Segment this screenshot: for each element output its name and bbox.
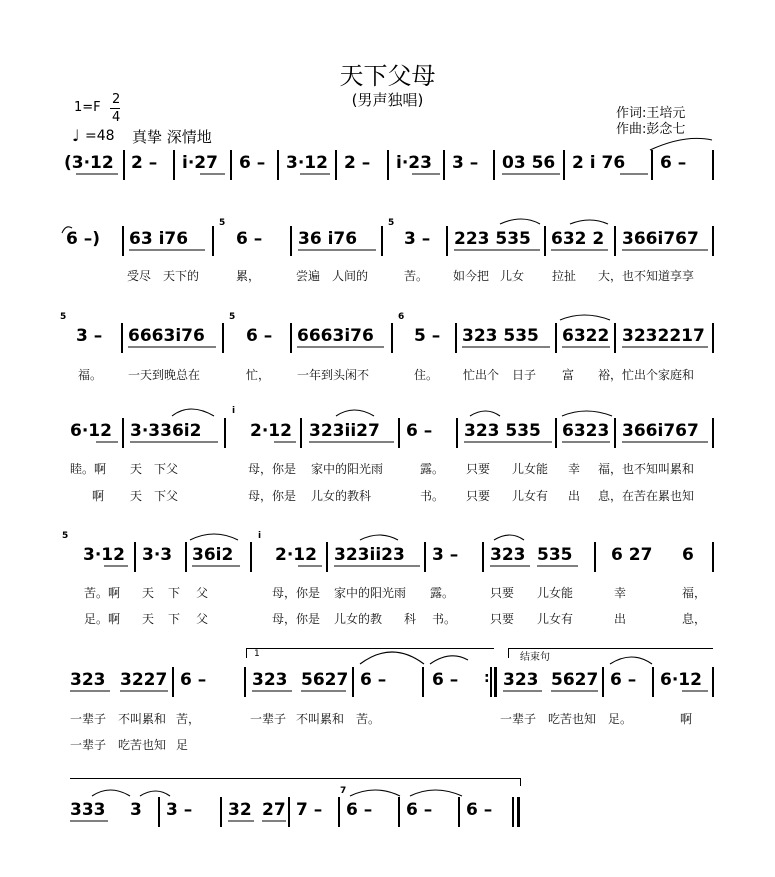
lyric-text: 人间的 [332,269,369,283]
lyric-text: 富 [562,368,575,382]
bar-line [614,323,616,353]
bar-line [290,226,292,256]
bar-line [244,667,246,697]
measure-note: 6 – [239,153,266,173]
measure-note: 323 [490,545,526,565]
repeat-dots: : [484,670,490,686]
lyric-text: 天 [130,489,143,503]
lyric-text: 一辈子 [70,712,107,726]
bar-line [544,226,546,256]
bar-line [652,667,654,697]
measure-note: 6 [682,545,694,565]
measure-note: 6 – [246,326,273,346]
lyric-text: 福，也不知叫累和 [598,462,695,476]
score-subtitle: (男声独唱) [351,91,424,109]
bar-line [712,323,714,353]
slur-arc [500,219,540,224]
measure-note: 6 – [660,153,687,173]
bar-line [387,150,389,180]
bar-line [712,667,714,697]
lyric-text: 父 [196,586,209,600]
bar-line [121,323,123,353]
tie-arc [430,656,468,664]
lyric-text: 儿女有 [537,612,574,626]
measure-note: 323 [503,670,539,690]
bar-line [614,418,616,448]
lyric-text: 受尽 [127,269,152,283]
expression-mark: 真挚 深情地 [132,128,212,146]
lyric-text: 忙出个 [463,368,500,382]
key-signature: 1=F [74,100,101,115]
bar-line [563,150,565,180]
measure-note: 6 – [406,421,433,441]
bar-line [172,667,174,697]
lyric-text: 家中的阳光雨 [334,586,407,600]
measure-note: i·23 [396,153,432,173]
time-signature-rule [110,108,120,109]
measure-note: 223 535 [454,229,531,249]
bar-line [424,542,426,572]
lyric-text: 儿女 [500,269,525,283]
measure-note: 2 – [131,153,158,173]
bar-line [220,797,222,827]
measure-note: 63 i76 [129,229,189,249]
bar-line [398,797,400,827]
lyric-text: 只要 [490,612,515,626]
lyric-text: 苦。 [356,712,381,726]
bar-line [381,226,383,256]
lyric-text: 儿女有 [512,489,549,503]
measure-note: 6 27 [611,545,653,565]
lyric-text: 息，在苦在累也知 [598,489,695,503]
lyric-text: 母，你是 [272,586,321,600]
bar-line [712,542,714,572]
tie-arc [610,657,652,664]
tie-arc [650,138,712,150]
tie-arc [360,652,424,664]
grace-note: 5 [60,312,67,322]
lyric-text: 一辈子 [500,712,537,726]
measure-note: 6322 [562,326,610,346]
volta-number: 1 [254,649,260,659]
lyric-text: 下 [168,586,181,600]
measure-note: 6663i76 [128,326,205,346]
lyric-text: 苦。 [404,269,429,283]
tie-arc [140,791,170,796]
lyric-text: 只要 [466,489,491,503]
bar-line [493,150,495,180]
grace-note: 5 [229,312,236,322]
lyric-text: 儿女的教 [334,612,383,626]
lyric-text: 福， [682,586,707,600]
grace-note: 6 [398,312,405,322]
bar-line [455,323,457,353]
lyric-text: 足。啊 [84,612,121,626]
repeat-bar-thick [494,667,497,697]
measure-note: 6663i76 [297,326,374,346]
lyric-text: 书。 [432,612,457,626]
measure-note: 323ii27 [309,421,380,441]
measure-note: 323 535 [464,421,541,441]
bar-line [326,542,328,572]
bar-line [134,542,136,572]
measure-note: 3 [130,800,142,820]
lyric-text: 只要 [490,586,515,600]
grace-note: 5 [219,218,226,228]
bar-line [398,418,400,448]
lyric-text: 裕，忙出个家庭和 [598,368,695,382]
volta-bracket-end [246,648,247,658]
bar-line [391,323,393,353]
slur-arc [190,534,238,540]
lyric-text: 啊 [680,712,693,726]
bar-line [290,323,292,353]
measure-note: 3 – [76,326,103,346]
composer-credit: 作曲:彭念七 [616,122,686,137]
bar-line [123,150,125,180]
bar-line [482,542,484,572]
slur-arc [494,535,524,540]
lyric-text: 福。 [78,368,103,382]
bar-line [212,226,214,256]
lyric-text: 母，你是 [248,489,297,503]
time-signature-top: 2 [112,92,121,107]
volta-bracket [246,648,494,649]
lyric-text: 幸 [614,586,627,600]
slur-arc [560,315,610,320]
lyricist-credit: 作词:王培元 [616,106,686,121]
bar-line [555,418,557,448]
repeat-bar-thin [490,667,492,697]
lyric-text: 不叫累和 [296,712,345,726]
bar-line [651,150,653,180]
bar-line [555,323,557,353]
lyric-text: 如今把 [453,269,490,283]
bar-line [712,418,714,448]
measure-note: 6 – [406,800,433,820]
bar-line [456,418,458,448]
bar-line [222,323,224,353]
measure-note: 323 535 [462,326,539,346]
measure-note: 5627 [551,670,599,690]
quarter-note-icon: ♩ [72,126,80,145]
measure-note: 2 i 76 [572,153,626,173]
lyric-text: 足 [176,738,189,752]
lyric-text: 下父 [154,462,179,476]
measure-note: 6 – [610,670,637,690]
ending-label: 结束句 [520,652,550,663]
tie-arc [410,790,462,796]
grace-note: i [232,406,236,416]
measure-note: 366i767 [622,421,699,441]
bar-line [173,150,175,180]
lyric-text: 天 [142,612,155,626]
bar-line [443,150,445,180]
bar-line [458,797,460,827]
lyric-text: 吃苦也知 [118,738,167,752]
measure-note: 2·12 [275,545,317,565]
measure-note: 6 – [236,229,263,249]
slur-arc [360,535,398,540]
measure-note: 323 [70,670,106,690]
measure-note: 3·12 [83,545,125,565]
lyric-text: 露。 [430,586,455,600]
slur-arc [570,220,608,224]
ending-bracket-end [508,648,509,658]
bar-line [712,226,714,256]
measure-note: 36i2 [192,545,234,565]
measure-note: 3 – [452,153,479,173]
measure-note: 6·12 [70,421,112,441]
slur-arc [470,411,500,416]
measure-note: 5 – [414,326,441,346]
grace-note: 7 [340,786,347,796]
bar-line [224,418,226,448]
measure-note: 32 [228,800,252,820]
lyric-text: 儿女能 [537,586,574,600]
bar-line [122,226,124,256]
time-signature-bottom: 4 [112,110,121,125]
lyric-text: 一年到头闲不 [297,368,370,382]
measure-note: 3 – [166,800,193,820]
lyric-text: 儿女能 [512,462,549,476]
measure-note: i·27 [182,153,218,173]
bar-line [422,667,424,697]
bar-line [288,797,290,827]
final-bar-thick [517,797,520,827]
measure-note: 6 – [360,670,387,690]
measure-note: 03 56 [502,153,556,173]
grace-note: i [258,531,262,541]
bar-line [335,150,337,180]
measure-note: 535 [537,545,573,565]
lyric-text: 苦， [176,712,201,726]
lyric-text: 忙， [246,368,271,382]
grace-note: 5 [388,218,395,228]
lyric-text: 儿女的教科 [311,489,372,503]
lyric-text: 尝遍 [296,269,321,283]
lyric-text: 日子 [512,368,537,382]
lyric-text: 幸 [568,462,581,476]
lyric-text: 一辈子 [250,712,287,726]
measure-note: 632 2 [551,229,605,249]
lyric-text: 息， [682,612,707,626]
measure-note: 5627 [301,670,349,690]
bar-line [446,226,448,256]
bar-line [712,150,714,180]
lyric-text: 不叫累和 [118,712,167,726]
slur-arc [172,409,214,416]
measure-note: 6323 [562,421,610,441]
measure-note: 6 – [180,670,207,690]
measure-note: 3 – [404,229,431,249]
measure-note: 36 i76 [298,229,358,249]
lyric-text: 母，你是 [248,462,297,476]
measure-note: 323 [252,670,288,690]
slur-arc [336,410,374,416]
measure-note: 3232217 [622,326,705,346]
measure-note: (3·12 [64,153,114,173]
lyric-text: 足。 [608,712,633,726]
tie-arc [350,790,400,796]
lyric-text: 下父 [154,489,179,503]
lyric-text: 睦。啊 [70,462,107,476]
lyric-text: 大，也不知道享享 [598,269,695,283]
bar-line [158,797,160,827]
measure-note: 3·336i2 [130,421,202,441]
bar-line [277,150,279,180]
measure-note: 333 [70,800,106,820]
measure-note: 3 – [432,545,459,565]
bar-line [122,418,124,448]
lyric-text: 只要 [466,462,491,476]
lyric-text: 住。 [414,368,439,382]
bar-line [594,542,596,572]
measure-note: 3·12 [286,153,328,173]
measure-note: 6 –) [66,229,101,249]
measure-note: 7 – [296,800,323,820]
measure-note: 6 – [466,800,493,820]
measure-note: 6 – [432,670,459,690]
measure-note: 27 [262,800,286,820]
coda-bracket-end [520,778,521,786]
measure-note: 366i767 [622,229,699,249]
lyric-text: 出 [614,612,627,626]
final-bar-thin [512,797,514,827]
bar-line [230,150,232,180]
lyric-text: 天 [130,462,143,476]
lyric-text: 出 [568,489,581,503]
bar-line [185,542,187,572]
lyric-text: 啊 [92,489,105,503]
measure-note: 3227 [120,670,168,690]
tempo-mark: =48 [85,128,115,144]
bar-line [352,667,354,697]
lyric-text: 天 [142,586,155,600]
lyric-text: 书。 [420,489,445,503]
lyric-text: 家中的阳光雨 [311,462,384,476]
measure-note: 3·3 [142,545,173,565]
bar-line [602,667,604,697]
measure-note: 6 – [346,800,373,820]
slur-arc [562,411,612,416]
lyric-text: 科 [404,612,417,626]
lyric-text: 一天到晚总在 [128,368,201,382]
measure-note: 323ii23 [334,545,405,565]
lyric-text: 累， [236,269,261,283]
coda-bracket [70,778,520,779]
score-title: 天下父母 [339,62,436,90]
lyric-text: 下 [168,612,181,626]
measure-note: 2 – [344,153,371,173]
lyric-text: 一辈子 [70,738,107,752]
lyric-text: 拉扯 [552,269,577,283]
grace-note: 5 [62,531,69,541]
lyric-text: 吃苦也知 [548,712,597,726]
bar-line [300,418,302,448]
tie-arc [92,790,130,796]
lyric-text: 露。 [420,462,445,476]
measure-note: 2·12 [250,421,292,441]
bar-line [250,542,252,572]
measure-note: 6·12 [660,670,702,690]
bar-line [614,226,616,256]
lyric-text: 父 [196,612,209,626]
lyric-text: 苦。啊 [84,586,121,600]
lyric-text: 天下的 [163,269,200,283]
bar-line [338,797,340,827]
lyric-text: 母，你是 [272,612,321,626]
